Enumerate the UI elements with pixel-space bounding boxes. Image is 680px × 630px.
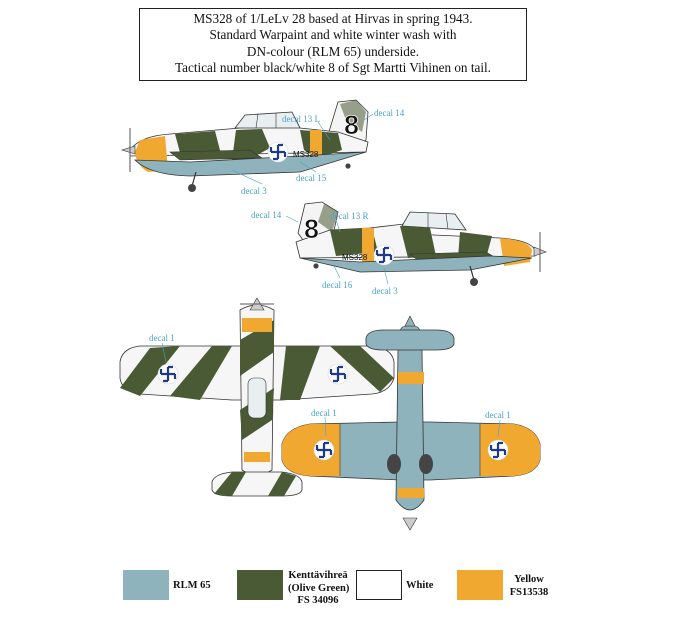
caption-line-2: Standard Warpaint and white winter wash with	[209, 27, 457, 43]
legend-olive-line-2: (Olive Green)	[288, 582, 350, 594]
serial-left: MS328	[293, 150, 319, 159]
swatch-yellow	[457, 570, 503, 600]
decal-label: decal 1	[311, 408, 337, 418]
left-side-profile	[122, 100, 368, 192]
decal-label: decal 15	[296, 173, 327, 183]
tactical-number-right: 8	[304, 214, 320, 244]
swatch-white	[356, 570, 402, 600]
legend-yellow-line-2: FS13538	[509, 586, 549, 598]
decal-label: decal 3	[241, 186, 267, 196]
decal-label: decal 14	[374, 108, 405, 118]
caption-line-1: MS328 of 1/LeLv 28 based at Hirvas in spring 1943.	[193, 11, 473, 26]
caption-line-3: DN-colour (RLM 65) underside.	[246, 43, 420, 59]
legend-label-rlm65: RLM 65	[173, 580, 211, 591]
decal-label: decal 14	[251, 210, 282, 220]
swatch-olive	[237, 570, 283, 600]
legend-label-white: White	[406, 580, 434, 591]
legend-yellow-line-1: Yellow	[514, 574, 544, 585]
decal-label: decal 1	[149, 333, 175, 343]
tactical-number-left: 8	[344, 110, 360, 140]
serial-right: MS328	[342, 253, 368, 262]
decal-label: decal 16	[322, 280, 353, 290]
caption-line-4: Tactical number black/white 8 of Sgt Martti Vihinen on tail.	[175, 60, 491, 76]
legend-label-yellow	[505, 574, 553, 599]
legend-olive-line-3: FS 34096	[297, 595, 339, 606]
legend-label-olive	[288, 570, 348, 608]
swatch-rlm65	[123, 570, 169, 600]
decal-label: decal 3	[372, 286, 398, 296]
legend-olive-line-1: Kenttävihreä	[288, 570, 348, 581]
decal-label: decal 13 L	[282, 114, 320, 124]
decal-label: decal 1	[485, 410, 511, 420]
decal-label: decal 13 R	[330, 211, 369, 221]
